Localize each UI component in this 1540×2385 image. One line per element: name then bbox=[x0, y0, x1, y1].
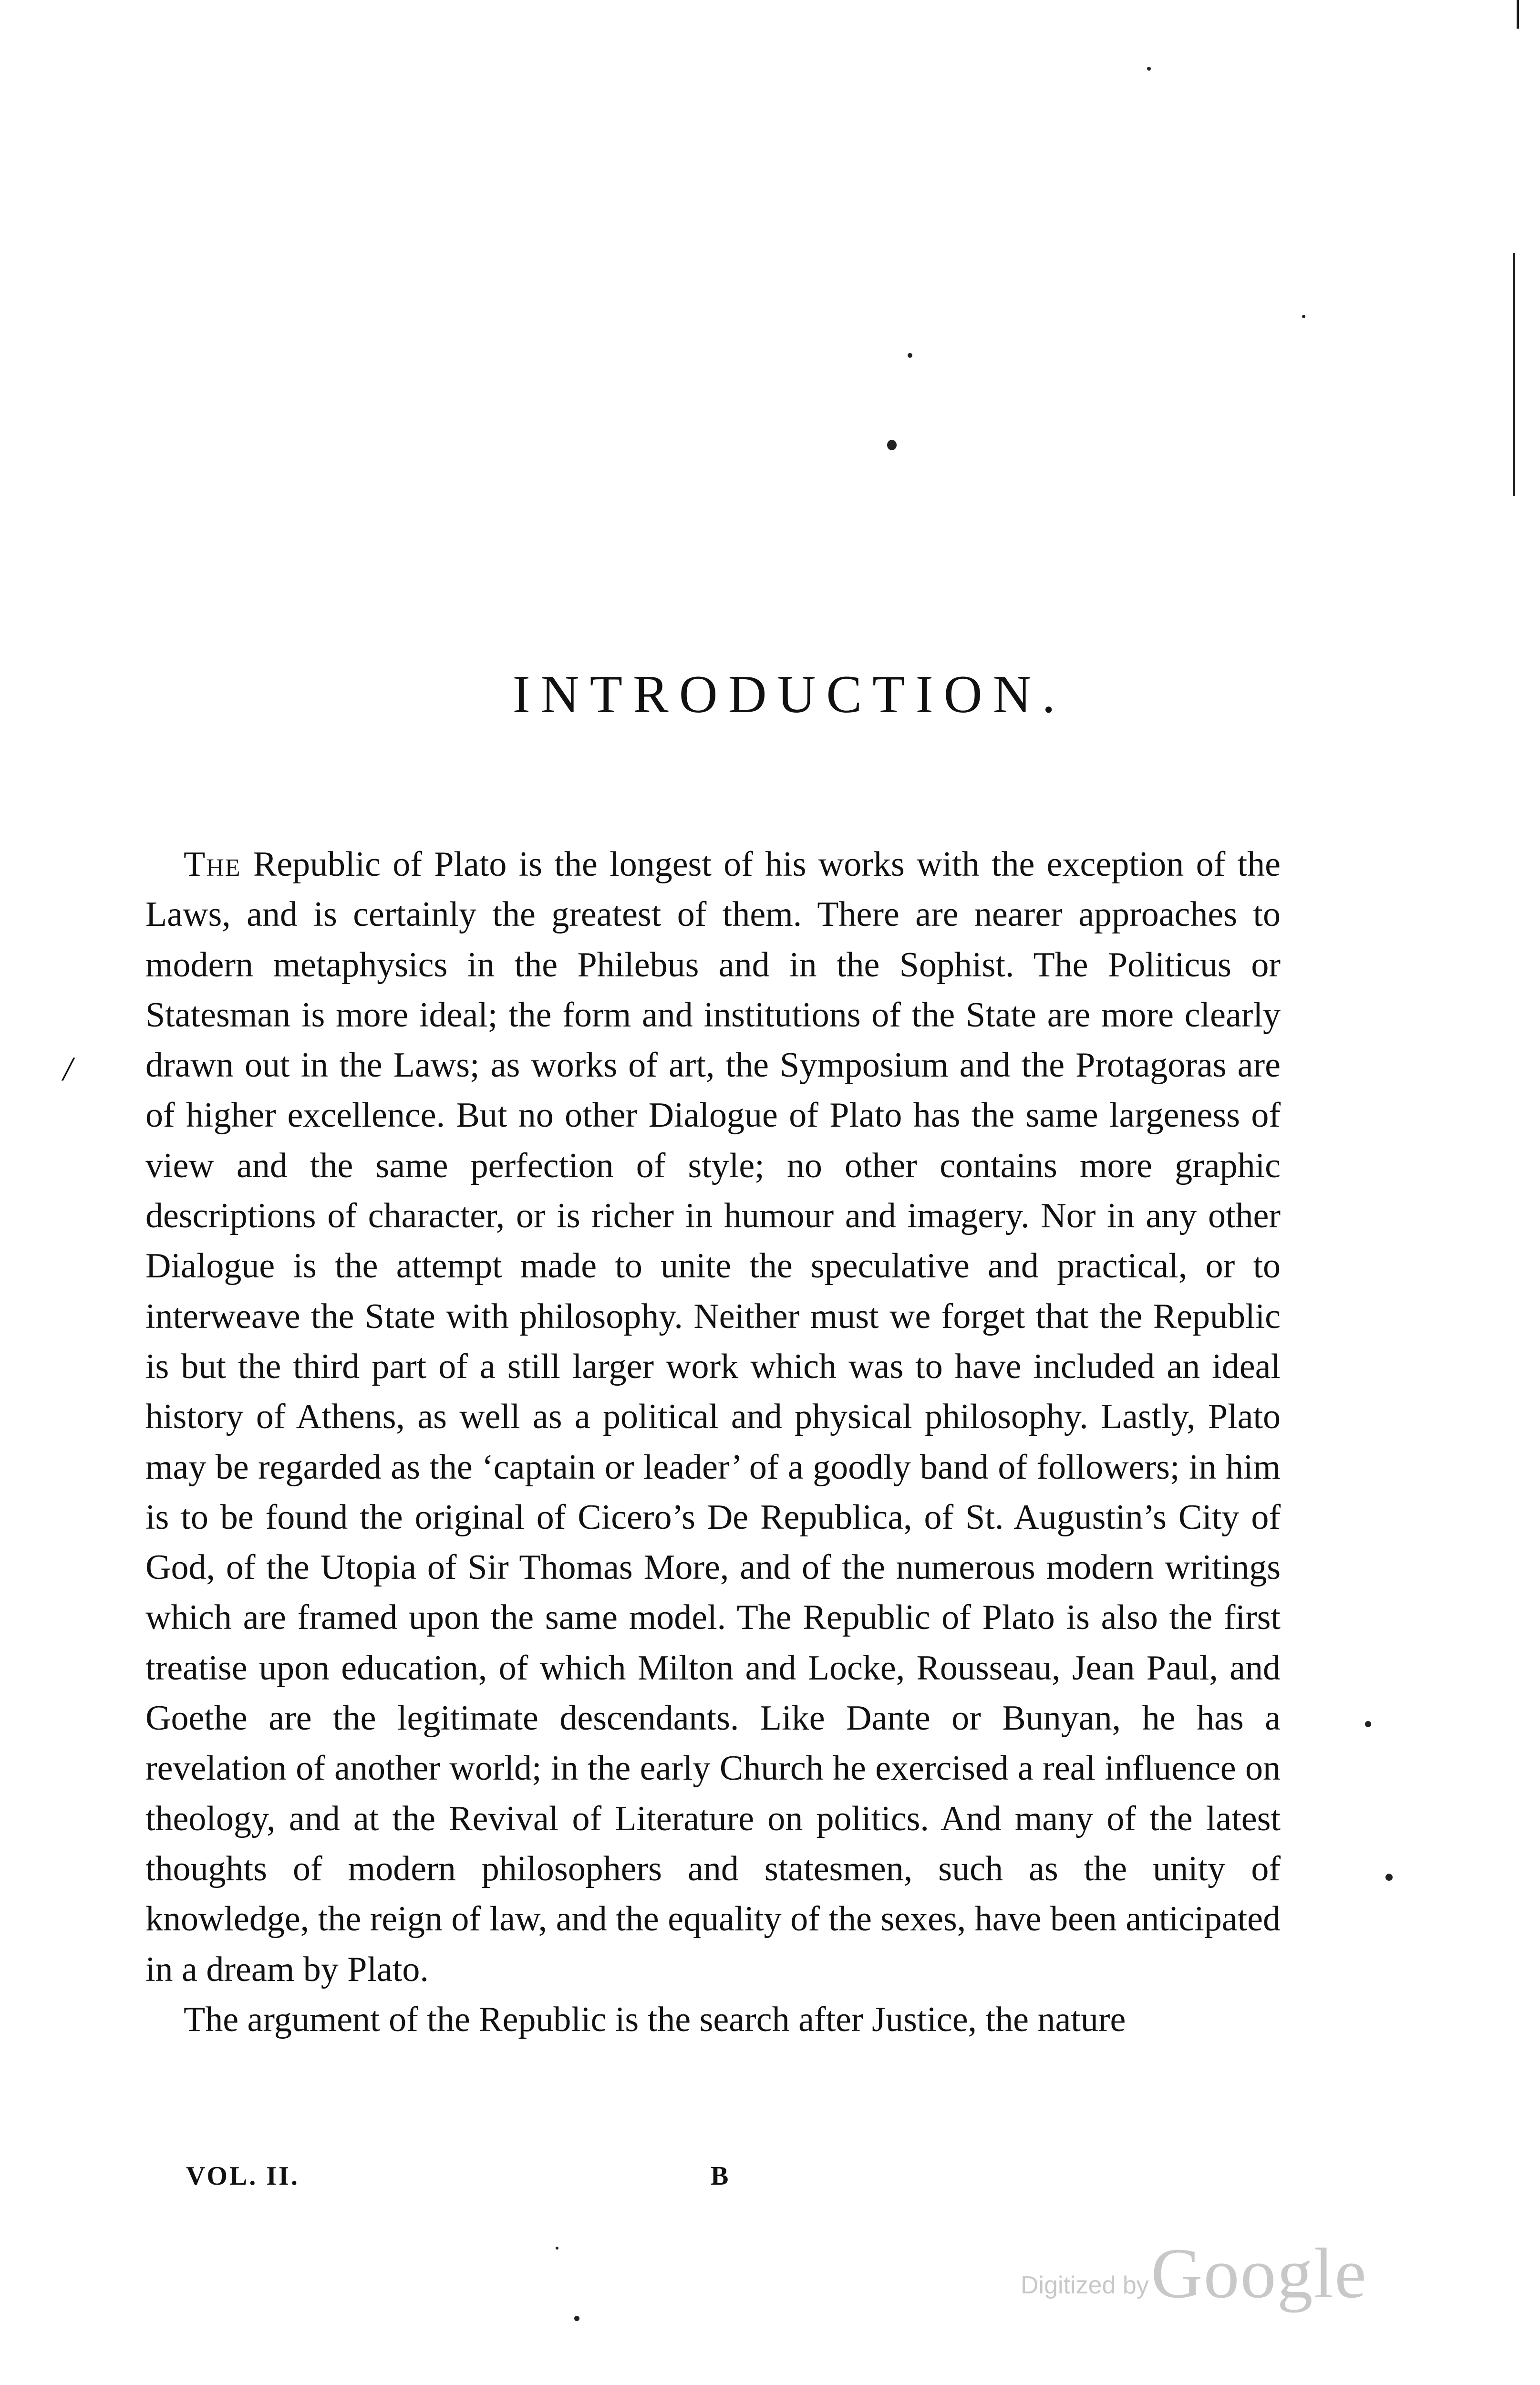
paragraph-text: Republic of Plato is the longest of his works with the exception of the Laws, and is certainly the greatest of them. There are nearer approaches to modern metaphysics in the Philebus and in the Sophist. The Politicus or Statesman is more ideal; the form and institutions of the State are more clearly drawn out in the Laws; as works of art, the Symposium and the Protagoras are of higher excellence. But no other Dialogue of Plato has the same largeness of view and the same perfection of style; no other contains more graphic descriptions of character, or is richer in humour and imagery. Nor in any other Dialogue is the attempt made to unite the speculative and practical, or to interweave the State with philosophy. Neither must we forget that the Republic is but the third part of a still larger work which was to have included an ideal history of Athens, as well as a political and physical philosophy. Lastly, Plato may be regarded as the ‘captain or leader’ of a goodly band of followers; in him is to be found the original of Cicero’s De Republica, of St. Augustin’s City of God, of the Utopia of Sir Thomas More, and of the numerous modern writings which are framed upon the same model. The Republic of Plato is also the first treatise upon education, of which Milton and Locke, Rousseau, Jean Paul, and Goethe are the legitimate descendants. Like Dante or Bunyan, he has a revelation of another world; in the early Church he exercised a real influence on theology, and at the Revival of Literature on politics. And many of the latest thoughts of modern philosophers and statesmen, such as the unity of knowledge, the reign of law, and the equality of the sexes, have been anticipated in a dream by Plato. bbox=[145, 845, 1281, 1989]
paragraph bbox=[145, 1995, 1281, 2045]
watermark-prefix: Digitized by bbox=[1021, 2271, 1149, 2299]
ink-speck bbox=[1147, 67, 1151, 71]
ink-speck bbox=[1385, 1874, 1393, 1881]
page-edge-mark-top bbox=[1517, 0, 1519, 29]
signature-mark: B bbox=[711, 2161, 729, 2191]
watermark-brand: Google bbox=[1151, 2234, 1367, 2313]
ink-speck bbox=[908, 353, 912, 358]
paragraph-text: The argument of the Republic is the search after Justice, the nature bbox=[184, 2000, 1126, 2039]
chapter-heading: INTRODUCTION. bbox=[512, 665, 1066, 724]
volume-label: VOL. II. bbox=[186, 2161, 300, 2191]
ink-speck bbox=[556, 2247, 558, 2250]
paragraph bbox=[145, 840, 1281, 1995]
ink-speck bbox=[1302, 315, 1305, 318]
ink-speck bbox=[574, 2316, 579, 2321]
paragraph-lead: The bbox=[184, 845, 241, 884]
page-edge-mark bbox=[1513, 253, 1515, 496]
ink-speck bbox=[887, 440, 897, 450]
digitization-watermark bbox=[1021, 2232, 1367, 2314]
margin-annotation: / bbox=[63, 1050, 73, 1088]
ink-speck bbox=[1365, 1721, 1371, 1727]
body-text bbox=[145, 840, 1281, 2045]
